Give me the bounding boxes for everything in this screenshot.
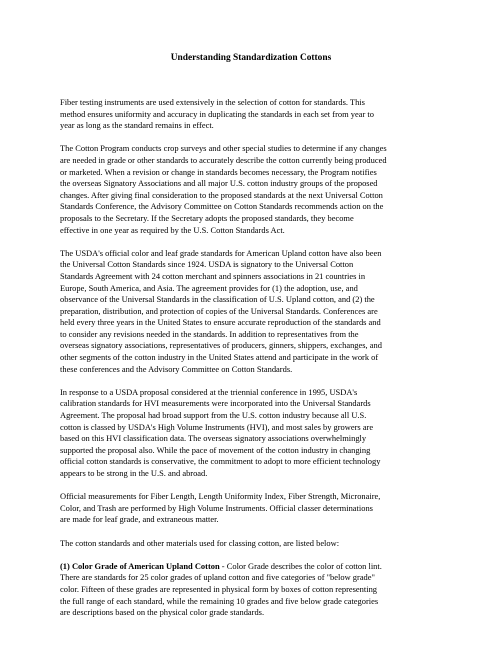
text-line: Color, and Trash are performed by High Volume Instruments. Official classer determinations — [60, 502, 373, 513]
text-line: proposals to the Secretary. If the Secretary adopts the proposed standards, they become — [60, 212, 354, 223]
color-grade-text: - Color Grade describes the color of cotton lint. — [219, 560, 382, 571]
text-line: the overseas Signatory Associations and all major U.S. cotton industry groups of the proposed — [60, 178, 378, 189]
text-line: Agreement. The proposal had broad support from the U.S. cotton industry because all U.S. — [60, 410, 367, 421]
text-line: based on this HVI classification data. The overseas signatory associations overwhelmingly — [60, 433, 367, 444]
text-line: other segments of the cotton industry in the United States attend and participate in the work of — [60, 352, 379, 363]
text-line: In response to a USDA proposal considered at the triennial conference in 1995, USDA's — [60, 386, 358, 397]
text-line: or marketed. When a revision or change in standards becomes necessary, the Program notifies — [60, 166, 377, 177]
text-line: There are standards for 25 color grades of upland cotton and five categories of "below grade" — [60, 572, 375, 583]
text-line: the Universal Cotton Standards since 1924. USDA is signatory to the Universal Cotton — [60, 259, 354, 270]
paragraph-hvi-calibration — [60, 387, 448, 480]
paragraph-crop-surveys — [60, 143, 448, 236]
text-line: Standards Agreement with 24 cotton merchant and spinners associations in 21 countries in — [60, 270, 366, 281]
text-line: cotton is classed by USDA's High Volume Instruments (HVI), and most sales by growers are — [60, 421, 374, 432]
text-line: method ensures uniformity and accuracy in duplicating the standards in each set from year to — [60, 108, 374, 119]
text-line: observance of the Universal Standards in the classification of U.S. Upland cotton, and (2) the — [60, 294, 375, 305]
text-line: Standards Conference, the Advisory Committee on Cotton Standards recommends action on the — [60, 201, 384, 212]
text-line: year as long as the standard remains in effect. — [60, 120, 214, 131]
text-line: to consider any revisions needed in the standards. In addition to representatives from the — [60, 328, 359, 339]
text-line: calibration standards for HVI measurements were incorporated into the Universal Standards — [60, 398, 371, 409]
text-line: are descriptions based on the physical color grade standards. — [60, 607, 265, 618]
text-line: changes. After giving final consideration to the proposed standards at the next Universal Cotton — [60, 189, 383, 200]
text-line: overseas signatory associations, representatives of producers, ginners, shippers, exchanges, and — [60, 340, 382, 351]
text-line: The USDA's official color and leaf grade standards for American Upland cotton have also been — [60, 247, 382, 258]
text-line: are needed in grade or other standards to accurately describe the cotton currently being produced — [60, 154, 387, 165]
text-line: color. Fifteen of these grades are represented in physical form by boxes of cotton representing — [60, 583, 378, 594]
text-line: The Cotton Program conducts crop surveys and other special studies to determine if any changes — [60, 143, 387, 154]
text-line: Official measurements for Fiber Length, Length Uniformity Index, Fiber Strength, Micronaire, — [60, 491, 381, 502]
text-line: supported the proposal also. While the pace of movement of the cotton industry in changing — [60, 444, 371, 455]
paragraph-color-grade — [60, 561, 448, 619]
text-line: these conferences and the Advisory Committee on Cotton Standards. — [60, 363, 293, 374]
text-line: are made for leaf grade, and extraneous matter. — [60, 514, 219, 525]
document-body — [60, 97, 448, 619]
text-line: appears to be strong in the U.S. and abroad. — [60, 468, 208, 478]
color-grade-heading: (1) Color Grade of American Upland Cotton — [60, 560, 220, 571]
text-line: Europe, South America, and Asia. The agreement provides for (1) the adoption, use, and — [60, 282, 358, 293]
text-line — [60, 561, 448, 573]
paragraph-standards-intro — [60, 538, 448, 550]
paragraph-official-measurements — [60, 491, 448, 526]
text-line: The cotton standards and other materials used for classing cotton, are listed below: — [60, 537, 340, 548]
text-line: preparation, distribution, and protection of copies of the Universal Standards. Conferences are — [60, 305, 378, 316]
text-line: effective in one year as required by the U.S. Cotton Standards Act. — [60, 224, 285, 235]
page-title: Understanding Standardization Cottons — [170, 53, 332, 63]
paragraph-universal-standards — [60, 248, 448, 376]
text-line: official cotton standards is conservative, the commitment to adopt to more efficient technology — [60, 456, 381, 467]
text-line: Fiber testing instruments are used extensively in the selection of cotton for standards. This — [60, 97, 365, 107]
paragraph-instruments — [60, 97, 448, 132]
text-line: the full range of each standard, while the remaining 10 grades and five below grade categories — [60, 595, 379, 606]
text-line: held every three years in the United States to ensure accurate reproduction of the standards and — [60, 317, 381, 328]
